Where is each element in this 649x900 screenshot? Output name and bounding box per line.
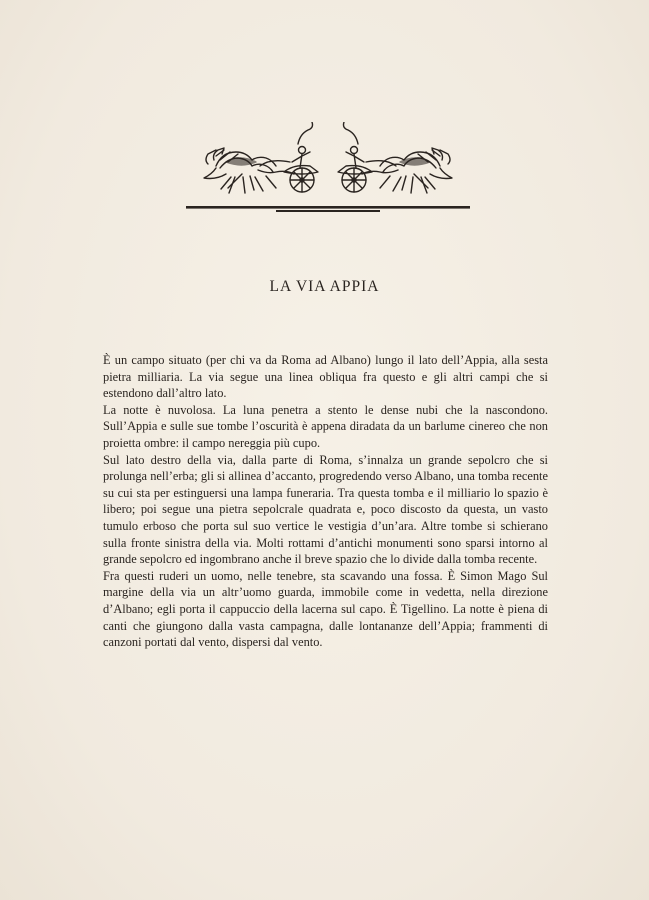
page-title: LA VIA APPIA: [269, 278, 380, 295]
paragraph: Sul lato destro della via, dalla parte di Roma, s’innalza un grande sepolcro che si prolunga nell’erba; gli si allinea d’accanto, progredendo verso Albano, una tomba recente su cui sta per estinguersi una lampa funeraria. Tra questa tomba e il milliario lo spazio è libero; poi segue una pietra sepolcrale quadrata e, poco discosto da questa, un vasto tumulo erboso che porta sul suo vertice le vestigia d’un’ara. Altre tombe si schierano sulla fronte sinistra della via. Molti rottami d’antichi monumenti sono sparsi intorno al grande sepolcro ed ingombrano anche il breve spazio che lo divide dalla tomba recente.: [103, 452, 548, 567]
paragraph: Fra questi ruderi un uomo, nelle tenebre, sta scavando una fossa. È Simon Mago Sul margine della via un altr’uomo guarda, immobile come in vedetta, nella direzione d’Albano; egli porta il cappuccio della lacerna sul capo. È Tigellino. La notte è piena di canti che giungono dalla vasta campagna, dalle lontananze dell’Appia; frammenti di canzoni portati dal vento, dispersi dal vento.: [103, 568, 548, 650]
paragraph: La notte è nuvolosa. La luna penetra a stento le dense nubi che la nascondono. Sull’Appia e sulle sue tombe l’oscurità è appena diradata da un barlume cinereo che non proietta ombre: il campo nereggia più cupo.: [103, 402, 548, 450]
twin-chariots-icon: [186, 122, 470, 220]
body-text: [103, 352, 548, 651]
paragraph: È un campo situato (per chi va da Roma ad Albano) lungo il lato dell’Appia, alla sesta pietra milliaria. La via segue una linea obliqua fra questo e gli altri campi che si estendono dall’altro lato.: [103, 353, 548, 401]
